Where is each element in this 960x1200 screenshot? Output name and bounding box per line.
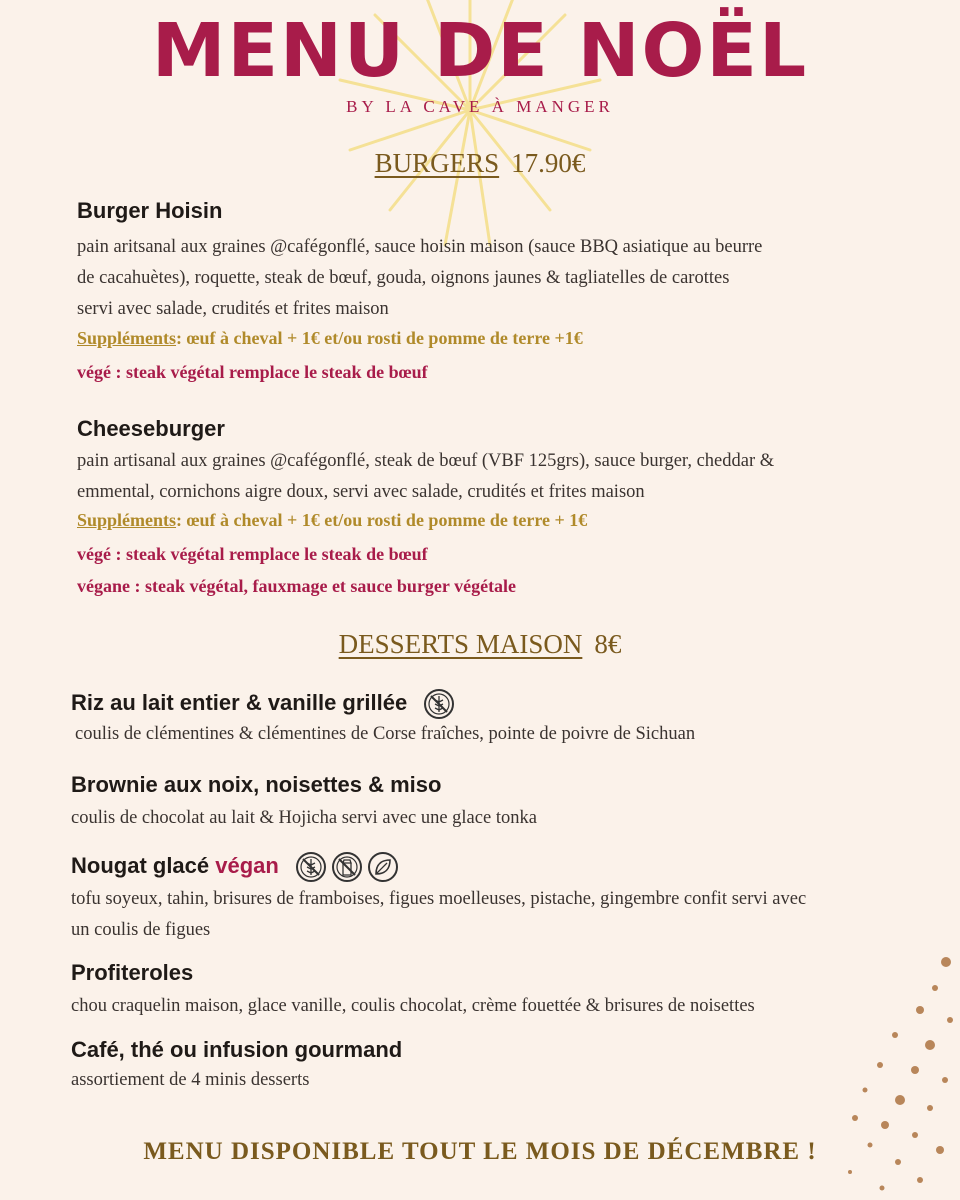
burger-hoisin-supplements — [77, 328, 583, 349]
supplements-text: : œuf à cheval + 1€ et/ou rosti de pomme de terre + 1€ — [176, 510, 588, 530]
brownie-desc: coulis de chocolat au lait & Hojicha servi avec une glace tonka — [71, 808, 537, 828]
lactose-free-icon — [331, 851, 363, 883]
riz-au-lait-title — [71, 688, 455, 720]
profiteroles-desc: chou craquelin maison, glace vanille, coulis chocolat, crème fouettée & brisures de noisettes — [71, 996, 755, 1016]
desserts-heading — [0, 629, 960, 660]
riz-au-lait-diet-icons — [423, 688, 455, 720]
nougat-diet-icons — [295, 851, 399, 883]
supplements-text: : œuf à cheval + 1€ et/ou rosti de pomme de terre +1€ — [176, 328, 583, 348]
menu-title: MENU DE NOËL — [151, 8, 809, 94]
burger-hoisin-desc-line-1: pain aritsanal aux graines @cafégonflé, sauce hoisin maison (sauce BBQ asiatique au beurre — [77, 237, 763, 257]
cafe-gourmand-title: Café, thé ou infusion gourmand — [71, 1037, 403, 1062]
cheeseburger-title: Cheeseburger — [77, 416, 225, 441]
nougat-title — [71, 851, 399, 883]
supplements-label: Suppléments — [77, 328, 177, 348]
desserts-price: 8€ — [594, 629, 622, 659]
burgers-price: 17.90€ — [511, 148, 586, 178]
cheeseburger-desc-line-1: pain artisanal aux graines @cafégonflé, steak de bœuf (VBF 125grs), sauce burger, cheddar & — [77, 451, 775, 471]
nougat-desc-line-2: un coulis de figues — [71, 920, 211, 940]
nougat-desc-line-1: tofu soyeux, tahin, brisures de framboises, figues moelleuses, pistache, gingembre confit servi avec — [71, 889, 807, 909]
supplements-label: Suppléments — [77, 510, 177, 530]
burgers-heading-label: BURGERS — [374, 148, 500, 178]
nougat-name: Nougat glacé — [71, 852, 210, 878]
gluten-free-icon — [295, 851, 327, 883]
desserts-heading-label: DESSERTS MAISON — [338, 629, 583, 659]
riz-au-lait-name: Riz au lait entier & vanille grillée — [71, 689, 408, 715]
cheeseburger-vege-option: végé : steak végétal remplace le steak de bœuf — [77, 544, 428, 564]
cafe-gourmand-desc: assortiement de 4 minis desserts — [71, 1070, 310, 1090]
menu-subtitle: BY LA CAVE À MANGER — [346, 97, 614, 116]
burger-hoisin-vege-option: végé : steak végétal remplace le steak de bœuf — [77, 362, 428, 382]
riz-au-lait-desc: coulis de clémentines & clémentines de Corse fraîches, pointe de poivre de Sichuan — [75, 724, 696, 744]
cheeseburger-vegan-option: végane : steak végétal, fauxmage et sauce burger végétale — [77, 576, 517, 596]
burger-hoisin-desc-line-3: servi avec salade, crudités et frites maison — [77, 299, 389, 319]
cheeseburger-supplements — [77, 510, 587, 531]
burger-hoisin-title: Burger Hoisin — [77, 198, 223, 223]
brownie-title: Brownie aux noix, noisettes & miso — [71, 772, 442, 797]
availability-footer: MENU DISPONIBLE TOUT LE MOIS DE DÉCEMBRE ! — [143, 1138, 817, 1165]
gluten-free-icon — [423, 688, 455, 720]
burger-hoisin-desc-line-2: de cacahuètes), roquette, steak de bœuf, gouda, oignons jaunes & tagliatelles de carottes — [77, 268, 730, 288]
cheeseburger-desc-line-2: emmental, cornichons aigre doux, servi avec salade, crudités et frites maison — [77, 482, 645, 502]
burgers-heading — [0, 148, 960, 179]
nougat-vegan-label: végan — [215, 852, 279, 878]
profiteroles-title: Profiteroles — [71, 960, 194, 985]
vegan-leaf-icon — [367, 851, 399, 883]
